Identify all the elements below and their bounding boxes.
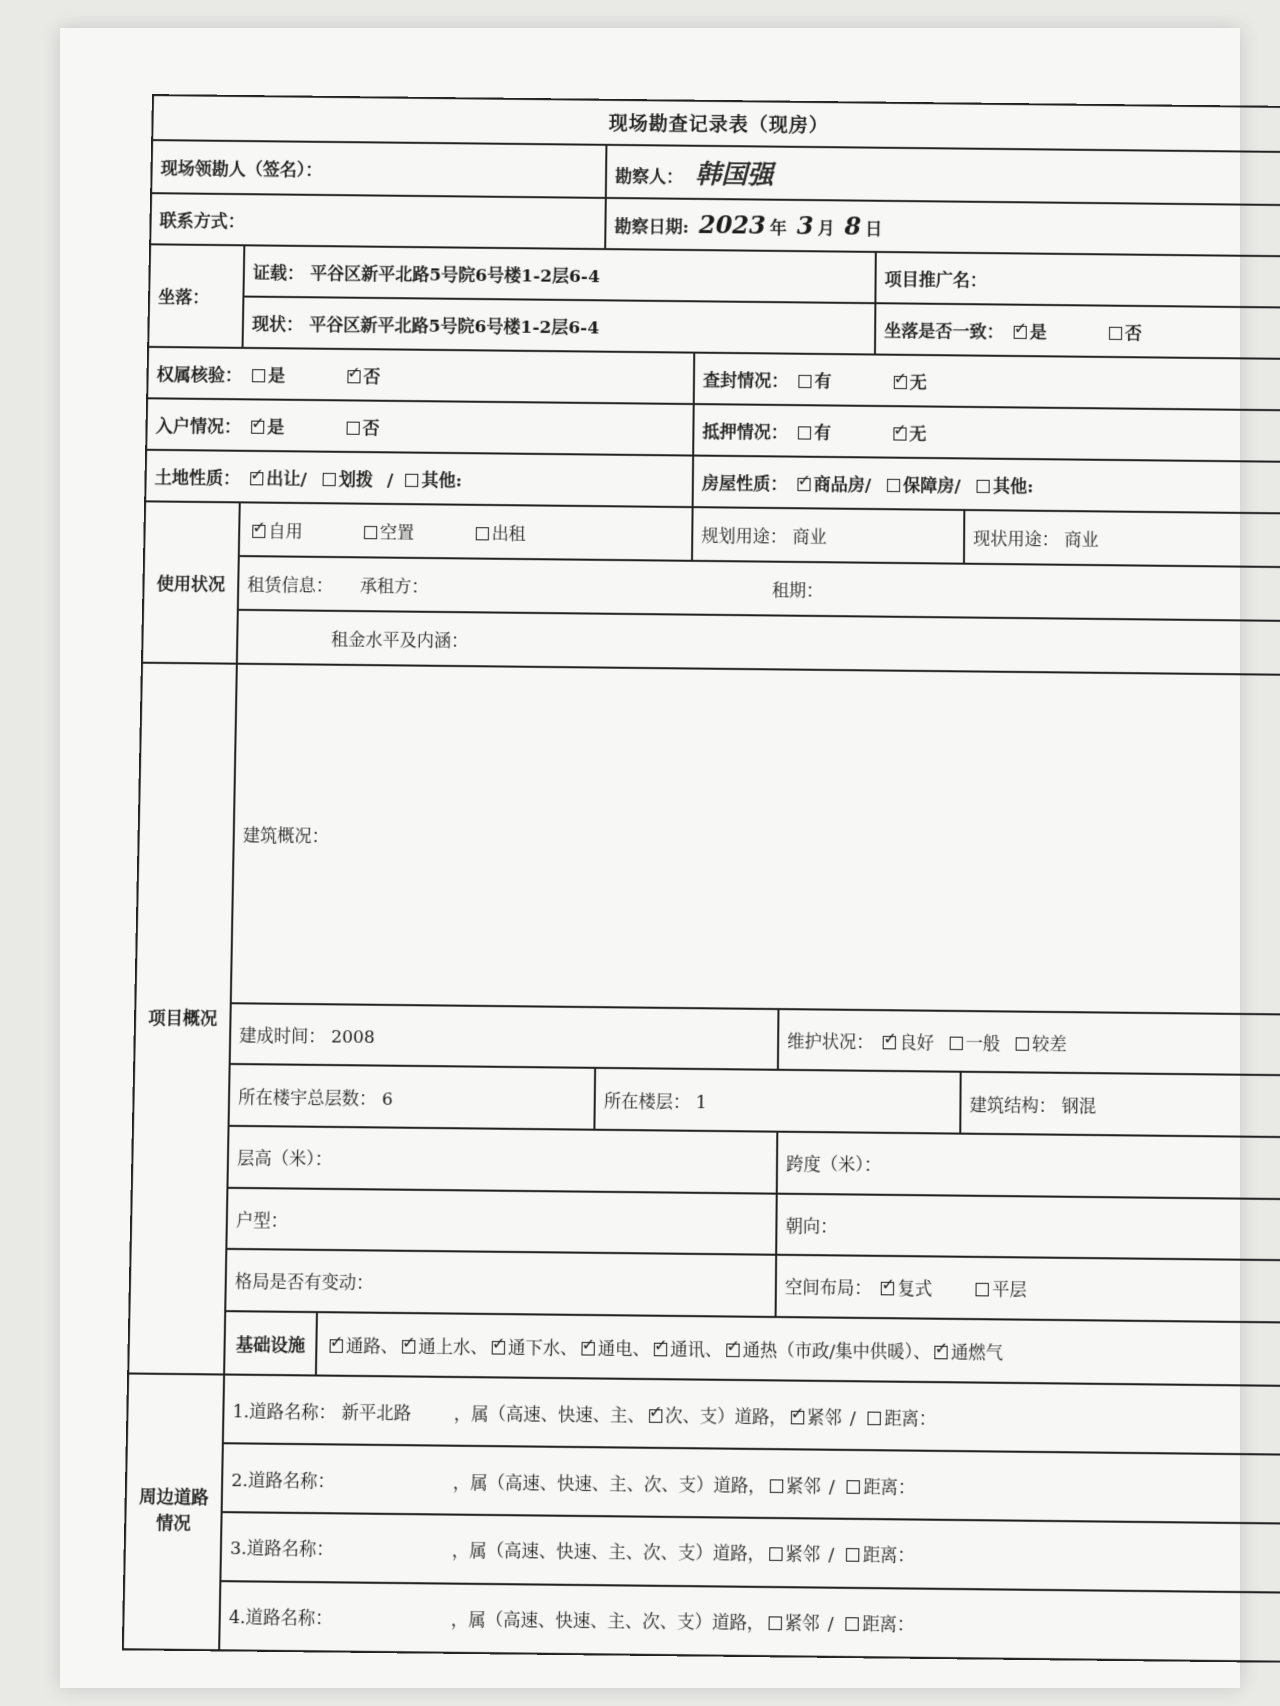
- built-time-label: 建成时间：: [239, 1026, 326, 1048]
- road-4-adjacent-checkbox[interactable]: [768, 1617, 781, 1631]
- rent-label: 出租: [491, 524, 526, 545]
- house-commercial-label: 商品房/: [813, 474, 872, 496]
- survey-form: [122, 94, 1280, 1663]
- current-use-field[interactable]: [964, 510, 1280, 567]
- road-2-type-label: ，属（高速、快速、主、次、支）道路，: [452, 1472, 766, 1497]
- floor-field[interactable]: [594, 1068, 960, 1133]
- house-commercial-checkbox[interactable]: [797, 478, 810, 491]
- project-name-label: 项目推广名：: [884, 269, 987, 292]
- project-name-field[interactable]: [875, 252, 1280, 308]
- maint-poor-checkbox[interactable]: [1016, 1038, 1029, 1052]
- road-1-slash: /: [849, 1407, 856, 1429]
- road-4-distance-checkbox[interactable]: [846, 1618, 859, 1632]
- form-table: [122, 94, 1280, 1663]
- maint-avg-label: 一般: [965, 1033, 1001, 1055]
- road-4-slash: /: [827, 1614, 834, 1636]
- road-4-adjacent-label: 紧邻: [784, 1613, 820, 1636]
- cert-label: 证载：: [252, 263, 305, 284]
- date-month-unit: 月: [817, 218, 835, 240]
- house-affordable-checkbox[interactable]: [887, 479, 900, 492]
- span-field[interactable]: [777, 1132, 1280, 1199]
- road-2-adjacent-label: 紧邻: [785, 1475, 821, 1498]
- ownership-no-checkbox[interactable]: [347, 370, 360, 383]
- mortgage-label: 抵押情况：: [702, 422, 788, 444]
- land-transfer-label: 出让/: [266, 469, 307, 490]
- seizure-label: 查封情况：: [702, 370, 789, 392]
- mortgage-none-checkbox[interactable]: [893, 427, 906, 440]
- space-layout-field: [776, 1255, 1280, 1322]
- rent-level-label: 租金水平及内涵：: [330, 630, 469, 653]
- actual-label: 现状：: [251, 314, 304, 336]
- built-time-field[interactable]: [230, 1003, 779, 1070]
- floor-height-label: 层高（米）：: [236, 1148, 333, 1171]
- land-allocation-checkbox[interactable]: [323, 473, 336, 486]
- lease-term-label: 租期：: [771, 581, 824, 602]
- tenant-label: 承租方：: [359, 576, 429, 598]
- land-label: 土地性质：: [154, 467, 241, 490]
- consistent-yes-label: 是: [1029, 322, 1047, 344]
- project-overview-label: 项目概况: [128, 663, 237, 1375]
- consistent-label: 坐落是否一致：: [884, 321, 1004, 343]
- road-1-name-label: 道路名称：: [248, 1401, 337, 1424]
- total-floors-value: 6: [381, 1089, 393, 1110]
- ownership-yes-label: 是: [267, 366, 286, 387]
- self-use-label: 自用: [268, 521, 303, 543]
- location-consistent-field: [875, 303, 1280, 359]
- road-row-4: [219, 1581, 1280, 1662]
- road-2-distance-label: 距离：: [863, 1476, 916, 1499]
- roads-label: 周边道路情况: [123, 1374, 224, 1651]
- date-month: 3: [796, 210, 814, 241]
- infra-telecom-checkbox[interactable]: [654, 1343, 667, 1357]
- usage-status-field: [239, 502, 693, 561]
- entry-yes-label: 是: [266, 417, 285, 438]
- leader-label: 现场领勘人（签名）：: [160, 158, 323, 181]
- actual-value: 平谷区新平北路5号院6号楼1-2层6-4: [308, 315, 600, 339]
- consistent-no-checkbox[interactable]: [1109, 327, 1122, 340]
- house-other-label: 其他:: [992, 476, 1034, 498]
- seizure-field: [694, 352, 1280, 410]
- flat-label: 平层: [992, 1280, 1027, 1302]
- seizure-none-checkbox[interactable]: [894, 376, 907, 389]
- road-3-distance-checkbox[interactable]: [846, 1549, 859, 1563]
- contact-label: 联系方式：: [159, 211, 245, 233]
- road-3-num: 3.: [229, 1538, 247, 1560]
- usage-label: 使用状况: [142, 501, 240, 664]
- form-title: 现场勘查记录表（现房）: [152, 95, 1280, 152]
- maint-good-label: 良好: [899, 1033, 934, 1055]
- maint-good-checkbox[interactable]: [883, 1036, 896, 1050]
- seizure-have-checkbox[interactable]: [798, 375, 811, 388]
- structure-field[interactable]: [960, 1072, 1280, 1137]
- total-floors-field[interactable]: [229, 1064, 596, 1129]
- location-label: 坐落：: [148, 244, 244, 348]
- total-floors-label: 所在楼宇总层数：: [238, 1087, 377, 1110]
- ownership-field: [147, 347, 694, 404]
- maintenance-label: 维护状况：: [787, 1031, 874, 1054]
- infra-drainage-label: 通下水、: [507, 1337, 578, 1360]
- land-other-label: 其他:: [421, 470, 463, 492]
- survey-date-field[interactable]: [605, 198, 1280, 256]
- layout-change-label: 格局是否有变动：: [234, 1272, 374, 1295]
- unit-type-label: 户型：: [235, 1210, 289, 1232]
- house-other-checkbox[interactable]: [977, 480, 990, 493]
- road-1-adjacent-checkbox[interactable]: [791, 1410, 804, 1424]
- span-label: 跨度（米）：: [786, 1154, 882, 1177]
- infra-gas-label: 通燃气: [950, 1342, 1003, 1364]
- building-overview-label: 建筑概况：: [242, 825, 330, 847]
- road-row-3: [220, 1512, 1280, 1592]
- date-day-unit: 日: [865, 219, 883, 240]
- date-year: 2023: [698, 209, 766, 240]
- road-1-num: 1.: [232, 1401, 250, 1423]
- cert-value: 平谷区新平北路5号院6号楼1-2层6-4: [309, 263, 600, 288]
- mortgage-field: [693, 404, 1280, 462]
- flat-checkbox[interactable]: [976, 1283, 989, 1297]
- entry-no-label: 否: [362, 418, 380, 439]
- floor-value: 1: [695, 1092, 707, 1114]
- infra-telecom-label: 通讯、: [670, 1339, 723, 1361]
- vacant-checkbox[interactable]: [364, 526, 377, 539]
- current-use-label: 现状用途：: [973, 529, 1059, 551]
- date-year-unit: 年: [769, 218, 787, 239]
- road-1-distance-checkbox[interactable]: [868, 1411, 881, 1425]
- land-other-checkbox[interactable]: [405, 474, 418, 487]
- road-1-adjacent-label: 紧邻: [806, 1407, 842, 1429]
- infra-heating-label: 通热（市政/集中供暖）、: [742, 1340, 931, 1364]
- road-row-2: [222, 1443, 1280, 1523]
- infrastructure-label: 基础设施: [224, 1311, 317, 1376]
- land-slash: /: [386, 470, 394, 491]
- ownership-label: 权属核验：: [156, 364, 243, 386]
- infra-power-label: 通电、: [597, 1338, 650, 1361]
- entry-yes-checkbox[interactable]: [251, 420, 264, 433]
- ownership-no-label: 否: [363, 367, 381, 388]
- infrastructure-field: [316, 1312, 1280, 1386]
- mortgage-have-label: 有: [813, 423, 832, 444]
- road-4-num: 4.: [228, 1607, 246, 1630]
- road-3-name-label: 道路名称：: [246, 1538, 334, 1561]
- infra-road-checkbox[interactable]: [330, 1339, 343, 1353]
- layout-change-field[interactable]: [225, 1249, 776, 1317]
- road-3-type-label: ，属（高速、快速、主、次、支）道路，: [451, 1541, 765, 1566]
- infra-heating-checkbox[interactable]: [726, 1343, 739, 1357]
- seizure-none-label: 无: [909, 372, 927, 394]
- floor-height-field[interactable]: [227, 1126, 777, 1193]
- road-4-type-label: ，属（高速、快速、主、次、支）道路，: [450, 1610, 765, 1635]
- inspector-label: 勘察人：: [614, 166, 684, 188]
- vacant-label: 空置: [379, 523, 415, 544]
- structure-label: 建筑结构：: [969, 1095, 1057, 1117]
- rent-checkbox[interactable]: [475, 527, 488, 540]
- consistent-no-label: 否: [1124, 323, 1142, 345]
- seizure-have-label: 有: [814, 371, 832, 393]
- road-row-1: [223, 1375, 1280, 1455]
- space-layout-label: 空间布局：: [784, 1277, 872, 1300]
- ownership-yes-checkbox[interactable]: [252, 369, 265, 382]
- entry-label: 入户情况：: [155, 416, 242, 438]
- duplex-label: 复式: [897, 1279, 933, 1301]
- road-1-type-label: ，属（高速、快速、主、: [453, 1403, 645, 1427]
- mortgage-have-checkbox[interactable]: [798, 426, 811, 439]
- leader-signature-field[interactable]: [151, 140, 606, 198]
- maint-avg-checkbox[interactable]: [949, 1037, 962, 1051]
- road-3-slash: /: [828, 1545, 835, 1567]
- built-time-value: 2008: [330, 1027, 376, 1049]
- infra-gas-checkbox[interactable]: [935, 1346, 948, 1360]
- planned-use-field[interactable]: [692, 507, 964, 564]
- date-label: 勘察日期:: [614, 216, 689, 238]
- actual-address-field[interactable]: [243, 296, 876, 354]
- entry-field: [146, 398, 694, 455]
- building-overview-field[interactable]: [231, 664, 1280, 1014]
- contact-field[interactable]: [150, 193, 606, 249]
- road-3-adjacent-label: 紧邻: [785, 1544, 821, 1567]
- road-3-adjacent-checkbox[interactable]: [769, 1548, 782, 1562]
- structure-value: 钢混: [1061, 1096, 1097, 1118]
- road-3-name-value[interactable]: [339, 1556, 452, 1557]
- current-use-value: 商业: [1064, 530, 1099, 551]
- road-4-name-label: 道路名称：: [245, 1608, 333, 1630]
- cert-address-field[interactable]: [243, 245, 875, 303]
- paper-sheet: [60, 28, 1240, 1688]
- date-day: 8: [844, 211, 862, 241]
- infra-power-checkbox[interactable]: [581, 1342, 594, 1356]
- inspector-signature: 韩国强: [694, 159, 774, 191]
- road-3-distance-label: 距离：: [862, 1545, 915, 1568]
- orientation-label: 朝向：: [785, 1216, 838, 1238]
- orientation-field[interactable]: [776, 1193, 1280, 1260]
- land-nature-field: [145, 450, 693, 507]
- inspector-field[interactable]: [606, 144, 1280, 204]
- unit-type-field[interactable]: [226, 1187, 776, 1254]
- floor-label: 所在楼层：: [603, 1091, 691, 1113]
- road-1-secondary-checkbox[interactable]: [649, 1409, 662, 1423]
- maint-poor-label: 较差: [1032, 1034, 1067, 1056]
- road-1-distance-label: 距离：: [884, 1408, 937, 1430]
- house-affordable-label: 保障房/: [903, 475, 961, 497]
- house-nature-field: [693, 455, 1280, 513]
- maintenance-field: [778, 1009, 1280, 1076]
- road-2-name-label: 道路名称：: [247, 1470, 335, 1492]
- self-use-checkbox[interactable]: [252, 525, 265, 538]
- land-allocation-label: 划拨: [338, 469, 374, 491]
- mortgage-none-label: 无: [909, 424, 927, 445]
- road-2-distance-checkbox[interactable]: [847, 1480, 860, 1494]
- road-2-num: 2.: [231, 1469, 249, 1492]
- lease-label: 租赁信息：: [247, 575, 334, 597]
- duplex-checkbox[interactable]: [881, 1282, 894, 1296]
- land-transfer-checkbox[interactable]: [250, 472, 263, 485]
- road-1-secondary-label: 次、支）道路，: [664, 1405, 787, 1429]
- road-1-name-value[interactable]: 新平北路: [341, 1402, 412, 1425]
- road-4-name-value[interactable]: [338, 1625, 451, 1626]
- road-2-slash: /: [828, 1476, 835, 1498]
- road-2-name-value[interactable]: [340, 1487, 452, 1488]
- planned-use-value: 商业: [792, 527, 827, 548]
- infra-water-supply-checkbox[interactable]: [402, 1340, 415, 1354]
- entry-no-checkbox[interactable]: [346, 421, 359, 434]
- house-label: 房屋性质：: [701, 473, 788, 495]
- infra-drainage-checkbox[interactable]: [492, 1341, 505, 1355]
- road-2-adjacent-checkbox[interactable]: [769, 1479, 782, 1493]
- infra-water-supply-label: 通上水、: [418, 1336, 488, 1359]
- infra-road-label: 通路、: [345, 1336, 399, 1358]
- consistent-yes-checkbox[interactable]: [1014, 326, 1027, 339]
- road-4-distance-label: 距离：: [862, 1614, 915, 1637]
- planned-use-label: 规划用途：: [701, 526, 788, 548]
